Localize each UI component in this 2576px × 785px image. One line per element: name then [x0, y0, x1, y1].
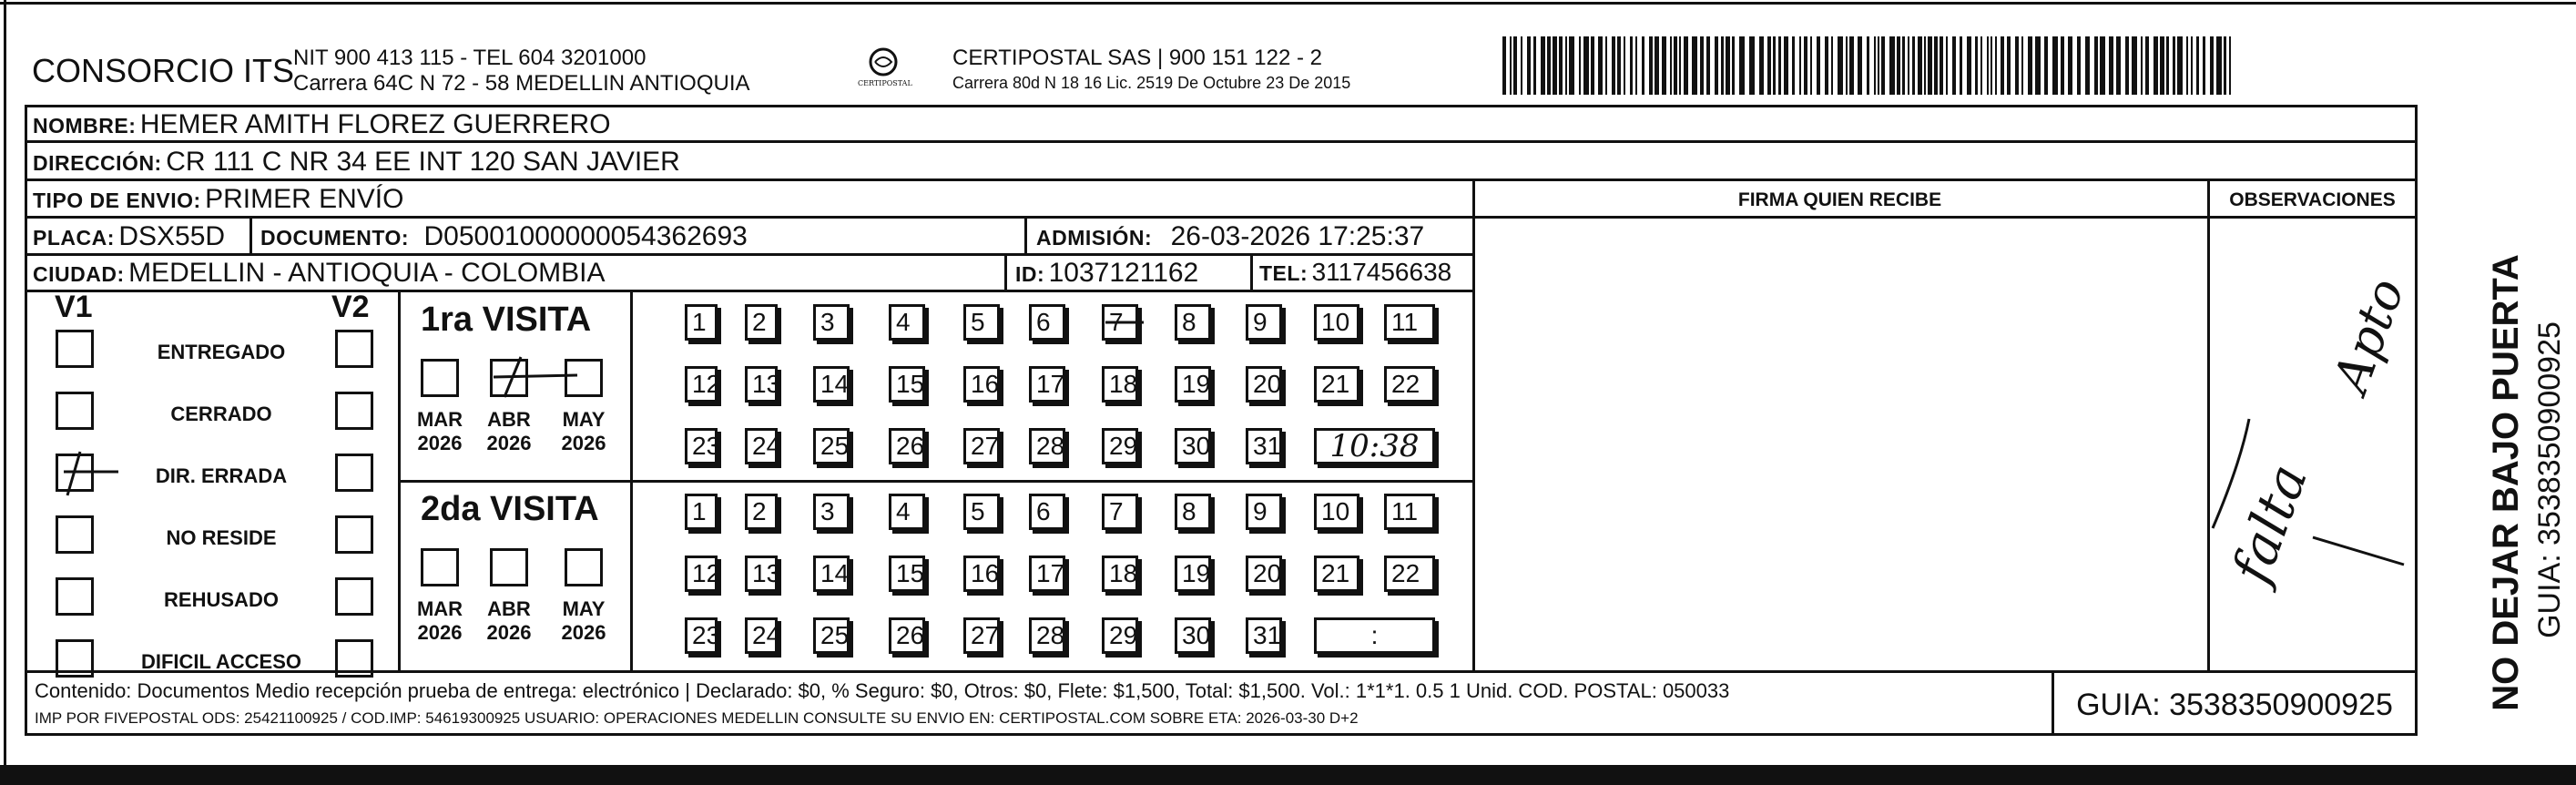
barcode-bar: [1902, 36, 1905, 95]
day-box[interactable]: 7: [1102, 304, 1138, 341]
tel-label: TEL:: [1259, 261, 1308, 285]
status-option-label: CERRADO: [170, 403, 272, 425]
barcode-bar: [1804, 36, 1807, 95]
barcode-bar: [1874, 36, 1876, 95]
barcode-bar: [2077, 36, 2081, 95]
barcode-bar: [1987, 36, 1989, 95]
barcode-bar: [1692, 36, 1697, 95]
v2-checkbox[interactable]: [335, 392, 373, 430]
month-label: MAR: [416, 597, 463, 620]
logo-caption: CERTIPOSTAL: [858, 79, 912, 87]
barcode-bar: [2166, 36, 2169, 95]
barcode-bar: [1908, 36, 1909, 95]
visit-title: 1ra VISITA: [421, 301, 592, 339]
company-nit-tel: NIT 900 413 115 - TEL 604 3201000: [293, 46, 647, 70]
barcode-bar: [2061, 36, 2064, 95]
barcode-bar: [1878, 36, 1879, 95]
barcode-bar: [1510, 36, 1512, 95]
day-box[interactable]: 25: [813, 428, 850, 464]
barcode-bar: [1858, 36, 1862, 95]
barcode-bar: [2044, 36, 2048, 95]
direccion-value: CR 111 C NR 34 EE INT 120 SAN JAVIER: [166, 147, 680, 177]
day-box[interactable]: 21: [1314, 556, 1359, 592]
month-label: MAY: [562, 408, 606, 431]
v1-label: V1: [55, 290, 93, 324]
day-box[interactable]: 8: [1175, 304, 1211, 341]
day-box[interactable]: 20: [1246, 366, 1282, 403]
barcode-bar: [1940, 36, 1943, 95]
barcode-bar: [2015, 36, 2019, 95]
day-box[interactable]: 17: [1029, 366, 1065, 403]
day-box[interactable]: 29: [1102, 617, 1138, 654]
carrier-name: CERTIPOSTAL SAS | 900 151 122 - 2: [952, 46, 1322, 70]
month-label: ABR: [487, 408, 531, 431]
footer-guia: GUIA: 3538350900925: [2076, 688, 2393, 722]
day-box[interactable]: 28: [1029, 617, 1065, 654]
barcode-bar: [1513, 36, 1517, 95]
id-label: ID:: [1015, 262, 1045, 286]
barcode-bar: [1817, 36, 1820, 95]
barcode-bar: [1918, 36, 1922, 95]
day-box[interactable]: 21: [1314, 366, 1359, 403]
day-box[interactable]: 16: [963, 366, 1000, 403]
year-label: 2026: [561, 432, 606, 454]
tipo-envio-value: PRIMER ENVÍO: [205, 184, 404, 214]
v2-label: V2: [331, 290, 370, 324]
day-box[interactable]: 18: [1102, 556, 1138, 592]
v2-checkbox[interactable]: [335, 515, 373, 554]
day-box[interactable]: 13: [745, 366, 778, 403]
placa-value: DSX55D: [118, 221, 226, 251]
day-box[interactable]: 9: [1246, 304, 1282, 341]
barcode-bar: [1849, 36, 1854, 95]
day-box[interactable]: 2: [745, 494, 778, 530]
v1-checkbox[interactable]: [56, 577, 94, 616]
day-box[interactable]: 8: [1175, 494, 1211, 530]
documento-value: D05001000000054362693: [423, 221, 748, 251]
barcode-bar: [2052, 36, 2058, 95]
handwritten-stroke: [2204, 401, 2422, 619]
ciudad-value: MEDELLIN - ANTIOQUIA - COLOMBIA: [128, 258, 606, 288]
company-address: Carrera 64C N 72 - 58 MEDELLIN ANTIOQUIA: [293, 71, 750, 96]
admision-value: 26-03-2026 17:25:37: [1170, 221, 1425, 251]
day-box[interactable]: 22: [1384, 556, 1435, 592]
barcode-bar: [1655, 36, 1659, 95]
v1-checkbox[interactable]: [56, 515, 94, 554]
barcode-bar: [2216, 36, 2222, 95]
barcode-bar: [2160, 36, 2164, 95]
day-box[interactable]: 10: [1314, 494, 1359, 530]
month-label: MAY: [562, 597, 606, 620]
day-box[interactable]: 24: [745, 617, 778, 654]
day-box[interactable]: 9: [1246, 494, 1282, 530]
v2-checkbox[interactable]: [335, 577, 373, 616]
footer-imp: IMP POR FIVEPOSTAL ODS: 25421100925 / COD.IMP: 54619300925 USUARIO: OPERACIONES MEDELLIN CONSULTE SU ENVIO EN: CERTIPOSTAL.COM SOBRE ETA: 2026-03-30 D+2: [35, 709, 1359, 727]
ciudad-label: CIUDAD:: [33, 262, 125, 286]
barcode-bar: [1928, 36, 1932, 95]
left-edge: [4, 0, 6, 774]
v1-checkbox[interactable]: [56, 639, 94, 678]
barcode-bar: [1784, 36, 1788, 95]
year-label: 2026: [486, 621, 532, 644]
barcode-bar: [1715, 36, 1718, 95]
day-box[interactable]: 6: [1029, 494, 1065, 530]
id-value: 1037121162: [1048, 258, 1199, 288]
barcode-bar: [1583, 36, 1589, 95]
day-box[interactable]: 6: [1029, 304, 1065, 341]
barcode-bar: [1975, 36, 1978, 95]
day-box[interactable]: 5: [963, 304, 1000, 341]
v1-checkbox[interactable]: [56, 392, 94, 430]
barcode-bar: [1889, 36, 1895, 95]
visit-time-box[interactable]: 10:38: [1314, 428, 1435, 464]
day-box[interactable]: 25: [813, 617, 850, 654]
month-checkbox[interactable]: [565, 548, 603, 586]
firma-header: FIRMA QUIEN RECIBE: [1737, 189, 1942, 210]
barcode-bar: [2224, 36, 2226, 95]
barcode-bar: [2132, 36, 2137, 95]
day-box[interactable]: 4: [889, 494, 925, 530]
barcode-bar: [1674, 36, 1677, 95]
barcode-bar: [2196, 36, 2199, 95]
status-option-label: DIFICIL ACCESO: [140, 650, 301, 673]
day-box[interactable]: 30: [1175, 428, 1211, 464]
visit-title: 2da VISITA: [421, 490, 599, 528]
day-box[interactable]: 23: [685, 428, 718, 464]
v2-checkbox[interactable]: [335, 639, 373, 678]
barcode-bar: [2210, 36, 2214, 95]
day-box[interactable]: 28: [1029, 428, 1065, 464]
year-label: 2026: [561, 621, 606, 644]
month-checkbox[interactable]: [421, 359, 459, 397]
barcode-bar: [1767, 36, 1771, 95]
barcode-bar: [2007, 36, 2011, 95]
company-name: CONSORCIO ITS: [32, 52, 295, 89]
day-box[interactable]: 4: [889, 304, 925, 341]
barcode-bar: [1612, 36, 1615, 95]
admision-label: ADMISIÓN:: [1036, 226, 1153, 250]
barcode-bar: [1980, 36, 1982, 95]
barcode-bar: [1934, 36, 1938, 95]
barcode-bar: [2191, 36, 2193, 95]
barcode-bar: [2085, 36, 2090, 95]
day-box[interactable]: 27: [963, 617, 1000, 654]
day-box[interactable]: 24: [745, 428, 778, 464]
day-box[interactable]: 3: [813, 494, 850, 530]
placa-label: PLACA:: [33, 226, 115, 250]
day-box[interactable]: 18: [1102, 366, 1138, 403]
barcode-bar: [2203, 36, 2205, 95]
day-box[interactable]: 14: [813, 556, 850, 592]
barcode-bar: [1846, 36, 1848, 95]
day-box[interactable]: 15: [889, 556, 925, 592]
day-box[interactable]: 19: [1175, 556, 1211, 592]
barcode-bar: [1624, 36, 1625, 95]
barcode-bar: [1642, 36, 1644, 95]
day-box[interactable]: 12: [685, 556, 718, 592]
year-label: 2026: [417, 621, 463, 644]
day-box[interactable]: 14: [813, 366, 850, 403]
barcode-bar: [1502, 36, 1506, 95]
barcode-bar: [1598, 36, 1603, 95]
barcode-bar: [2177, 36, 2183, 95]
barcode-bar: [1547, 36, 1551, 95]
visit-time-box[interactable]: :: [1314, 617, 1435, 654]
barcode-bar: [1533, 36, 1536, 95]
day-box[interactable]: 11: [1384, 304, 1435, 341]
day-box[interactable]: 12: [685, 366, 718, 403]
barcode-bar: [1991, 36, 1992, 95]
day-box[interactable]: 11: [1384, 494, 1435, 530]
barcode-bar: [1553, 36, 1557, 95]
barcode-bar: [1799, 36, 1801, 95]
status-option-label: NO RESIDE: [166, 526, 277, 549]
carrier-address: Carrera 80d N 18 16 Lic. 2519 De Octubre 23 De 2015: [952, 74, 1351, 92]
barcode-bar: [1630, 36, 1633, 95]
day-box[interactable]: 16: [963, 556, 1000, 592]
barcode-bar: [1825, 36, 1828, 95]
day-box[interactable]: 10: [1314, 304, 1359, 341]
day-box[interactable]: 15: [889, 366, 925, 403]
handwritten-day-mark: [1102, 304, 1147, 341]
handwritten-note-apto: Apto: [2321, 270, 2416, 401]
barcode-bar: [1773, 36, 1776, 95]
barcode-bar: [1579, 36, 1581, 95]
day-box[interactable]: 1: [685, 494, 718, 530]
status-option-label: REHUSADO: [164, 588, 279, 611]
v1-checkbox[interactable]: [56, 330, 94, 368]
barcode-bar: [1960, 36, 1962, 95]
barcode-bar: [1527, 36, 1531, 95]
barcode-bar: [2125, 36, 2129, 95]
barcode-bar: [1591, 36, 1594, 95]
barcode-bar: [1559, 36, 1563, 95]
month-checkbox[interactable]: [490, 548, 528, 586]
day-box[interactable]: 13: [745, 556, 778, 592]
nombre-label: NOMBRE:: [33, 114, 137, 138]
barcode-bar: [2173, 36, 2175, 95]
month-checkbox[interactable]: [421, 548, 459, 586]
barcode-bar: [1649, 36, 1653, 95]
day-box[interactable]: 26: [889, 428, 925, 464]
day-box[interactable]: 5: [963, 494, 1000, 530]
day-box[interactable]: 17: [1029, 556, 1065, 592]
day-box[interactable]: 23: [685, 617, 718, 654]
barcode: [1502, 36, 2231, 95]
barcode-bar: [1565, 36, 1567, 95]
barcode-bar: [1759, 36, 1764, 95]
day-box[interactable]: 7: [1102, 494, 1138, 530]
barcode-bar: [1732, 36, 1735, 95]
v2-checkbox[interactable]: [335, 330, 373, 368]
barcode-bar: [1810, 36, 1812, 95]
month-label: MAR: [416, 408, 463, 431]
documento-label: DOCUMENTO:: [260, 226, 410, 250]
day-box[interactable]: 30: [1175, 617, 1211, 654]
handwritten-note-falta: falta: [2219, 456, 2320, 591]
barcode-bar: [1739, 36, 1745, 95]
barcode-bar: [1792, 36, 1795, 95]
side-guia: GUIA: 3538350900925: [2532, 321, 2567, 638]
barcode-bar: [2035, 36, 2041, 95]
barcode-bar: [2153, 36, 2158, 95]
barcode-bar: [1952, 36, 1956, 95]
barcode-bar: [1867, 36, 1869, 95]
barcode-bar: [1679, 36, 1681, 95]
status-option-label: DIR. ERRADA: [155, 464, 288, 487]
barcode-bar: [1706, 36, 1710, 95]
day-box[interactable]: 31: [1246, 617, 1282, 654]
barcode-bar: [1881, 36, 1885, 95]
barcode-bar: [2094, 36, 2098, 95]
observaciones-header: OBSERVACIONES: [2229, 189, 2396, 210]
barcode-bar: [1700, 36, 1704, 95]
barcode-bar: [1521, 36, 1522, 95]
top-edge: [0, 2, 2576, 5]
day-box[interactable]: 31: [1246, 428, 1282, 464]
barcode-bar: [2141, 36, 2143, 95]
barcode-bar: [1569, 36, 1574, 95]
status-option-label: ENTREGADO: [157, 341, 286, 363]
barcode-bar: [1726, 36, 1730, 95]
barcode-bar: [2116, 36, 2121, 95]
barcode-bar: [1749, 36, 1755, 95]
barcode-bar: [1778, 36, 1781, 95]
barcode-bar: [1838, 36, 1843, 95]
handwritten-check-mark: [47, 446, 120, 501]
day-box[interactable]: 1: [685, 304, 718, 341]
barcode-bar: [2229, 36, 2231, 95]
barcode-bar: [1995, 36, 1997, 95]
v2-checkbox[interactable]: [335, 454, 373, 492]
barcode-bar: [1897, 36, 1900, 95]
day-box[interactable]: 29: [1102, 428, 1138, 464]
barcode-bar: [1670, 36, 1672, 95]
barcode-bar: [2021, 36, 2023, 95]
barcode-bar: [1617, 36, 1621, 95]
handwritten-month-mark: [481, 353, 581, 399]
tipo-envio-label: TIPO DE ENVIO:: [33, 189, 201, 212]
day-box[interactable]: 20: [1246, 556, 1282, 592]
barcode-bar: [1684, 36, 1688, 95]
year-label: 2026: [486, 432, 532, 454]
barcode-bar: [1635, 36, 1637, 95]
barcode-bar: [1831, 36, 1833, 95]
month-label: ABR: [487, 597, 531, 620]
day-box[interactable]: 19: [1175, 366, 1211, 403]
footer-contenido: Contenido: Documentos Medio recepción prueba de entrega: electrónico | Declarado: $0, % Seguro: $0, Otros: $0, Flete: $1,500, Total: $1,500. Vol.: 1*1*1. 0.5 1 Unid. COD. POSTAL: 050033: [35, 679, 1730, 702]
barcode-bar: [1605, 36, 1607, 95]
direccion-label: DIRECCIÓN:: [33, 151, 162, 175]
barcode-bar: [1662, 36, 1666, 95]
barcode-bar: [1912, 36, 1915, 95]
barcode-bar: [2145, 36, 2149, 95]
barcode-bar: [1924, 36, 1926, 95]
year-label: 2026: [417, 432, 463, 454]
barcode-bar: [1721, 36, 1724, 95]
side-warning: NO DEJAR BAJO PUERTA: [2486, 254, 2526, 711]
certipostal-logo: [856, 44, 911, 98]
barcode-bar: [2068, 36, 2072, 95]
barcode-bar: [2001, 36, 2004, 95]
tel-value: 3117456638: [1311, 258, 1452, 286]
day-box[interactable]: 26: [889, 617, 925, 654]
barcode-bar: [2100, 36, 2105, 95]
nombre-value: HEMER AMITH FLOREZ GUERRERO: [139, 109, 611, 139]
barcode-bar: [2028, 36, 2032, 95]
barcode-bar: [2109, 36, 2113, 95]
barcode-bar: [1967, 36, 1971, 95]
day-box[interactable]: 3: [813, 304, 850, 341]
bottom-edge: [0, 765, 2576, 785]
day-box[interactable]: 2: [745, 304, 778, 341]
barcode-bar: [1946, 36, 1948, 95]
day-box[interactable]: 22: [1384, 366, 1435, 403]
barcode-bar: [1541, 36, 1545, 95]
day-box[interactable]: 27: [963, 428, 1000, 464]
barcode-bar: [2186, 36, 2188, 95]
